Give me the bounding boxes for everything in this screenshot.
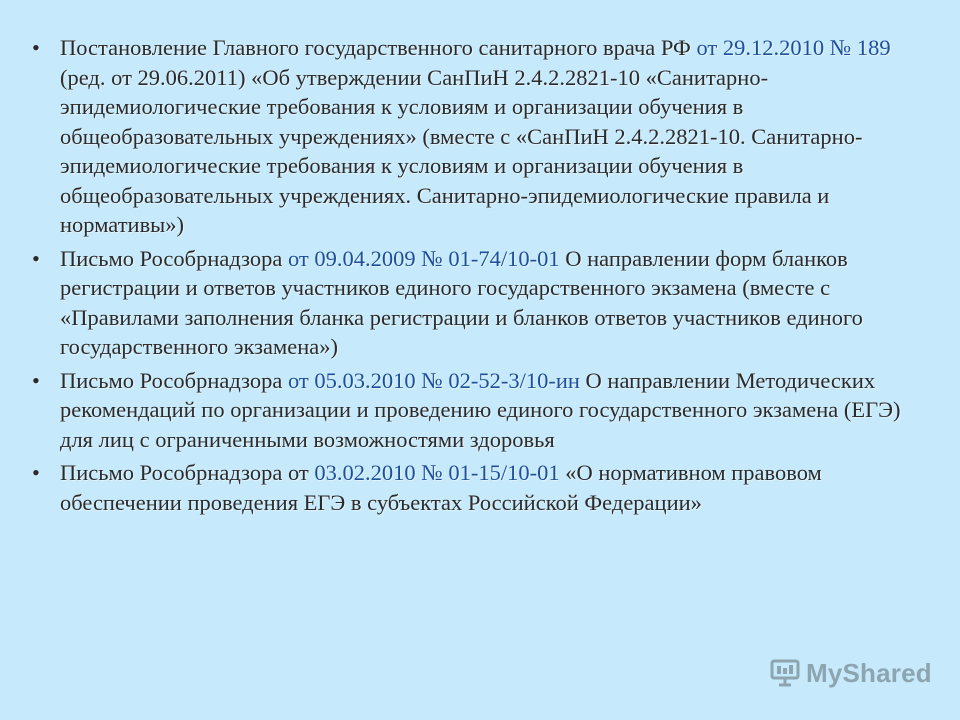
- document-link[interactable]: 03.02.2010 № 01-15/10-01: [314, 460, 560, 485]
- document-link[interactable]: от 09.04.2009 № 01-74/10-01: [287, 245, 560, 271]
- item-text: Постановление Главного государственного санитарного врача РФ: [60, 35, 697, 60]
- bullet: •: [32, 367, 40, 393]
- document-link[interactable]: от 05.03.2010 № 02-52-3/10-ин: [287, 367, 580, 393]
- item-text: О направлении форм бланков регистрации и ответов участников единого государственного экзамена (вместе с «Правилами заполнения бланка регистрации и бланков ответов участников единого государственного экзамена»): [60, 245, 863, 359]
- watermark-text: MyShared: [806, 657, 932, 688]
- list-item: [26, 458, 926, 517]
- list-item: [26, 244, 926, 362]
- list-item: [26, 33, 926, 240]
- document-list: [26, 33, 926, 521]
- watermark-logo: [770, 656, 932, 690]
- item-text: О направлении Методических рекомендаций по организации и проведению единого государственного экзамена (ЕГЭ) для лиц с ограниченными возможностями здоровья: [60, 367, 901, 452]
- item-text: Письмо Рособрнадзора от: [60, 460, 315, 485]
- list-item: [26, 366, 926, 455]
- document-link[interactable]: от 29.12.2010 № 189: [696, 35, 891, 60]
- item-text: (ред. от 29.06.2011) «Об утверждении СанПиН 2.4.2.2821-10 «Санитарно-эпидемиологические требования к условиям и организации обучения в общеобразовательных учреждениях» (вместе с «СанПиН 2.4.2.2821-10. Санитарно-эпидемиологические требования к условиям и организации обучения в общеобразовательных учреждениях. Санитарно-эпидемиологические правила и нормативы»): [60, 64, 863, 237]
- item-text: Письмо Рособрнадзора: [60, 245, 288, 271]
- bullet: •: [32, 35, 40, 60]
- item-text: Письмо Рособрнадзора: [60, 367, 288, 393]
- presentation-board-icon: [770, 658, 800, 688]
- bullet: •: [32, 245, 40, 271]
- bullet: •: [32, 460, 40, 485]
- item-text: «О нормативном правовом обеспечении проведения ЕГЭ в субъектах Российской Федерации»: [60, 460, 822, 515]
